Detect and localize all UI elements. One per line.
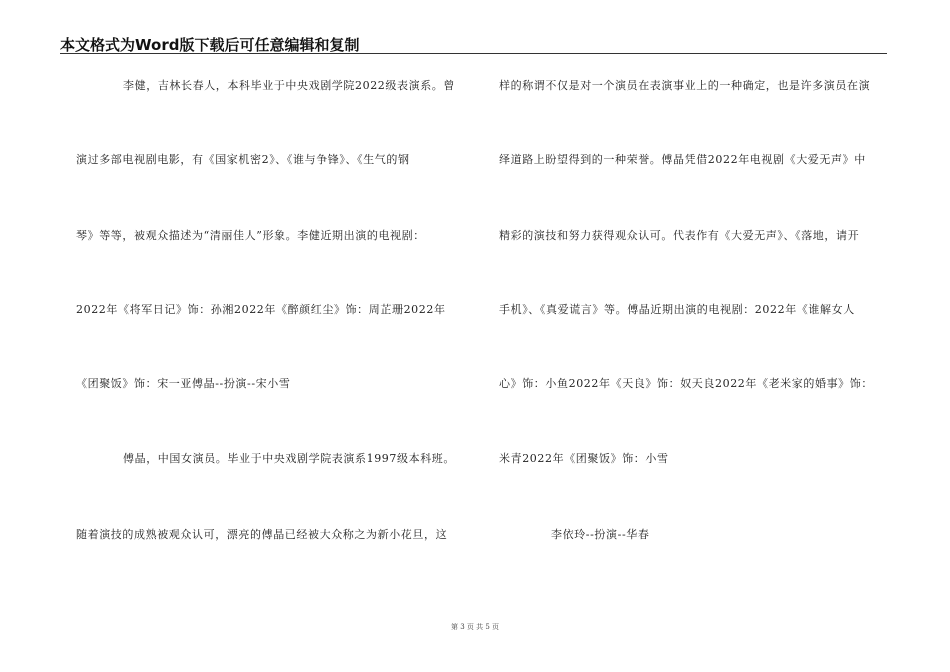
header-divider: [60, 53, 887, 54]
paragraph-line: 心》饰：小鱼2022年《天良》饰：奴天良2022年《老米家的婚事》饰：: [499, 377, 873, 390]
page-number: 第 3 页 共 5 页: [450, 623, 500, 631]
paragraph-line: 样的称谓不仅是对一个演员在表演事业上的一种确定，也是许多演员在演: [499, 79, 871, 92]
paragraph-line: 手机》、《真爱谎言》等。傅晶近期出演的电视剧：2022年《谁解女人: [499, 303, 855, 316]
document-header-title: 本文格式为Word版下载后可任意编辑和复制: [60, 36, 360, 54]
paragraph-line: 随着演技的成熟被观众认可，漂亮的傅晶已经被大众称之为新小花旦，这: [76, 528, 448, 541]
paragraph-line: 米青2022年《团聚饭》饰：小雪: [499, 452, 669, 465]
paragraph-line: 李依玲--扮演--华春: [551, 528, 650, 541]
paragraph-line: 傅晶，中国女演员。毕业于中央戏剧学院表演系1997级本科班。: [123, 452, 455, 465]
paragraph-line: 《团聚饭》饰：宋一亚傅晶--扮演--宋小雪: [76, 377, 291, 390]
paragraph-line: 琴》等等，被观众描述为“清丽佳人”形象。李健近期出演的电视剧：: [76, 229, 425, 242]
paragraph-line: 演过多部电视剧电影，有《国家机密2》、《谁与争锋》、《生气的钢: [76, 153, 410, 166]
paragraph-line: 精彩的演技和努力获得观众认可。代表作有《大爱无声》、《落地，请开: [499, 229, 860, 242]
paragraph-line: 2022年《将军日记》饰：孙湘2022年《醉颜红尘》饰：周芷珊2022年: [76, 303, 446, 316]
paragraph-line: 李健，吉林长春人，本科毕业于中央戏剧学院2022级表演系。曾: [123, 79, 455, 92]
paragraph-line: 绎道路上盼望得到的一种荣誉。傅晶凭借2022年电视剧《大爱无声》中: [499, 153, 866, 166]
